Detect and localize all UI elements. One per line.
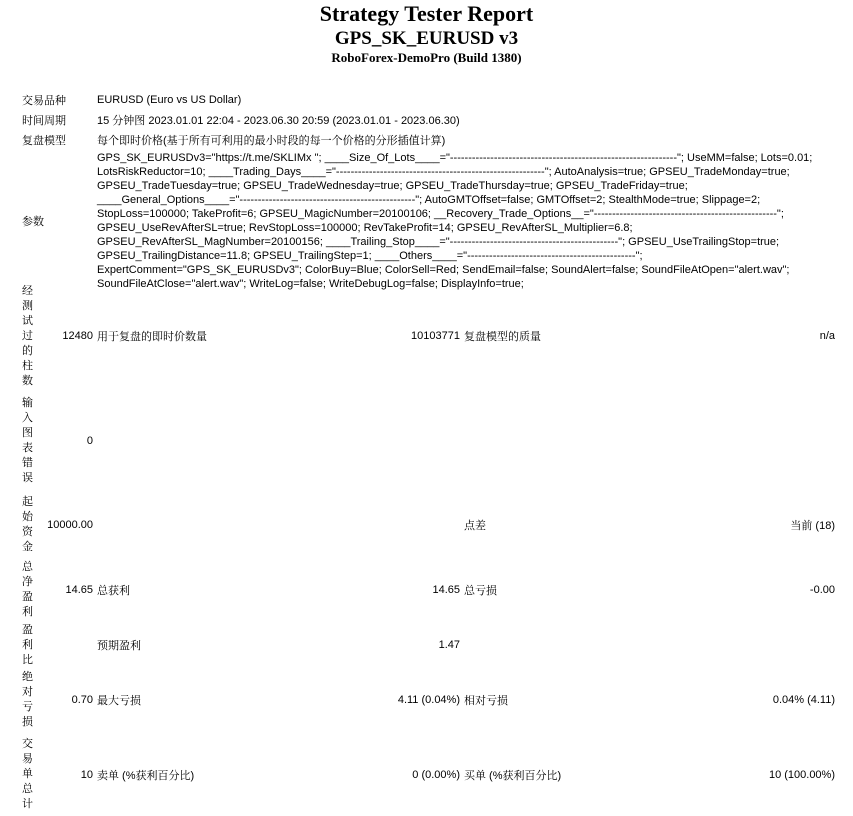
report-title: Strategy Tester Report <box>319 1 534 26</box>
row-value-1: 0.70 <box>71 694 93 706</box>
row-value-2: 10103771 <box>411 330 460 342</box>
period-value: 15 分钟图 2023.01.01 22:04 - 2023.06.30 20:59 (2023.01.01 - 2023.06.30) <box>97 115 460 127</box>
row-label-2: 卖单 (%获利百分比) <box>97 769 195 782</box>
row-label-2 <box>95 491 330 559</box>
model-row <box>20 130 837 150</box>
row-value-3: -0.00 <box>809 584 835 596</box>
row-value-3: 当前 (18) <box>790 520 835 532</box>
parameters-label: 参数 <box>22 216 44 228</box>
row-label-3: 买单 (%获利百分比) <box>464 769 562 782</box>
table-row-total-net-profit <box>20 559 837 621</box>
row-label-2: 预期盈利 <box>97 640 141 652</box>
row-value-2: 1.47 <box>438 639 460 651</box>
table-row-absolute-drawdown <box>20 669 837 731</box>
parameters-value: GPS_SK_EURUSDv3="https://t.me/SKLIMx "; ____Size_Of_Lots____="--------------------------------------------------------------"; UseMM=false; Lots=0.01; LotsRiskReductor=10; ____Trading_Days____="---------------------------------------------------------"; AutoAnalysis=true; GPSEU_TradeMonday=true; GPSEU_TradeTuesday=true; GPSEU_TradeWednesday=true; GPSEU_TradeThursday=true; GPSEU_TradeFriday=true; ____General_Options____="------------------------------------------------"; AutoGMTOffset=false; GMTOffset=2; StealthMode=true; Slippage=2; StopLoss=100000; TakeProfit=6; GPSEU_MagicNumber=20100106; __Recovery_Trade_Options__="--------------------------------------------------"; GPSEU_UseRevAfterSL=true; RevStopLoss=100000; RevTakeProfit=14; GPSEU_RevAfterSL_Multiplier=6.8; GPSEU_RevAfterSL_MagNumber=20100156; ____Trailing_Stop____="----------------------------------------------"; GPSEU_UseTrailingStop=true; GPSEU_TrailingDistance=11.8; GPSEU_TrailingStep=1; ____Others____="----------------------------------------------"; ExpertComment="GPS_SK_EURUSDv3"; ColorBuy=Blue; ColorSell=Red; SendEmail=false; SoundAlert=false; SoundFileAtOpen="alert.wav"; SoundFileAtClose="alert.wav"; WriteLog=false; WriteDebugLog=false; DisplayInfo=true; <box>97 152 813 290</box>
model-value: 每个即时价格(基于所有可利用的最小时段的每一个价格的分形插值计算) <box>97 135 446 147</box>
row-label: 盈利比 <box>22 623 33 666</box>
row-value-1: 10000.00 <box>47 519 93 531</box>
symbol-value: EURUSD (Euro vs US Dollar) <box>97 94 242 106</box>
row-label-3 <box>462 391 700 491</box>
row-value-3 <box>700 391 837 491</box>
row-label: 起始资金 <box>22 496 33 553</box>
table-row-initial-deposit <box>20 491 837 559</box>
broker-build-line: RoboForex-DemoPro (Build 1380) <box>331 50 522 65</box>
table-row-bars-in-test <box>20 281 837 391</box>
row-label: 绝对亏损 <box>22 671 33 728</box>
row-value-2: 14.65 <box>432 584 460 596</box>
row-value-1 <box>42 621 95 669</box>
row-label-3: 相对亏损 <box>464 695 508 707</box>
row-value-3 <box>700 621 837 669</box>
row-label-2: 最大亏损 <box>97 695 141 707</box>
report-header <box>0 0 853 66</box>
row-label-3: 点差 <box>464 520 486 532</box>
row-value-3: n/a <box>819 330 835 342</box>
table-row-chart-errors <box>20 391 837 491</box>
period-label: 时间周期 <box>22 115 66 127</box>
row-label: 总净盈利 <box>22 561 33 618</box>
row-label: 输入图表错误 <box>22 397 33 484</box>
row-label-3 <box>462 621 700 669</box>
row-label-2 <box>95 391 330 491</box>
results-table <box>20 281 837 816</box>
table-row-total-trades <box>20 731 837 816</box>
row-value-3: 0.04% (4.11) <box>772 694 835 706</box>
row-label-2: 用于复盘的即时价数量 <box>97 331 207 343</box>
test-info-table <box>20 90 837 292</box>
row-value-3: 10 (100.00%) <box>768 768 835 781</box>
period-row <box>20 110 837 130</box>
symbol-row <box>20 90 837 110</box>
row-value-1: 14.65 <box>65 584 93 596</box>
row-value-2: 0 (0.00%) <box>412 768 460 781</box>
row-value-1: 10 <box>80 768 93 781</box>
parameters-row <box>20 150 837 292</box>
expert-advisor-name: GPS_SK_EURUSD v3 <box>334 28 519 49</box>
row-label: 经测试过的柱数 <box>22 284 33 387</box>
row-value-1: 12480 <box>62 330 93 342</box>
row-label: 交易单总计 <box>22 738 33 810</box>
row-label-2: 总获利 <box>97 585 130 597</box>
model-label: 复盘模型 <box>22 135 66 147</box>
table-row-profit-factor <box>20 621 837 669</box>
row-value-2 <box>330 491 462 559</box>
row-value-1: 0 <box>86 435 93 447</box>
symbol-label: 交易品种 <box>22 95 66 107</box>
row-label-3: 总亏损 <box>464 585 497 597</box>
row-value-2 <box>330 391 462 491</box>
row-value-2: 4.11 (0.04%) <box>397 694 460 706</box>
row-label-3: 复盘模型的质量 <box>464 331 541 343</box>
